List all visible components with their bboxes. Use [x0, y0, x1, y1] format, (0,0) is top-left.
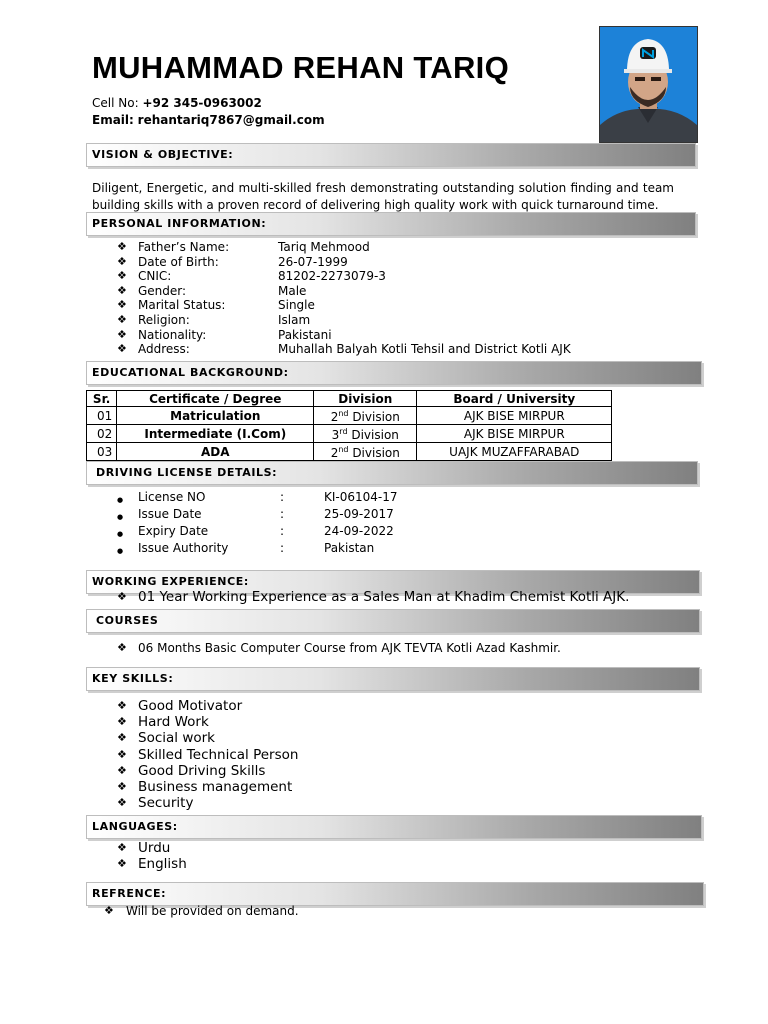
personal-info-label: Father’s Name:: [138, 240, 230, 254]
division-number: 3: [331, 428, 340, 442]
personal-info-label: CNIC:: [138, 269, 172, 284]
dot-bullet-icon: ●: [117, 530, 124, 538]
diamond-bullet-icon: ❖: [117, 269, 127, 283]
diamond-bullet-icon: ❖: [117, 240, 127, 253]
section-header-key-skills: [86, 667, 700, 691]
driving-license-row: [0, 541, 768, 557]
diamond-bullet-icon: ❖: [117, 780, 127, 793]
language-item: [0, 841, 768, 857]
education-board-cell: AJK BISE MIRPUR: [417, 425, 612, 443]
personal-info-row: [0, 255, 768, 270]
skill-item-text: Good Motivator: [138, 698, 243, 714]
education-certificate-cell: ADA: [117, 443, 314, 461]
driving-license-label: Issue Date: [138, 507, 202, 521]
personal-info-value: Male: [278, 283, 307, 298]
section-title-education: EDUCATIONAL BACKGROUND:: [92, 366, 289, 379]
skill-item-text: Good Driving Skills: [138, 762, 266, 779]
cell-value: +92 345-0963002: [142, 96, 262, 110]
section-title-languages: LANGUAGES:: [92, 820, 178, 833]
education-board-cell: UAJK MUZAFFARABAD: [417, 443, 612, 461]
reference-item-text: Will be provided on demand.: [126, 904, 299, 918]
skill-item-text: Social work: [138, 730, 215, 747]
diamond-bullet-icon: ❖: [117, 298, 127, 312]
education-division-cell: [314, 425, 417, 443]
driving-license-row: [0, 507, 768, 523]
profile-photo: [599, 26, 698, 143]
personal-info-row: [0, 313, 768, 328]
diamond-bullet-icon: ❖: [117, 590, 127, 603]
division-text: Division: [348, 446, 400, 460]
diamond-bullet-icon: ❖: [117, 699, 127, 712]
education-certificate-cell: Intermediate (I.Com): [117, 425, 314, 443]
personal-info-value: Tariq Mehmood: [278, 240, 370, 254]
division-suffix: rd: [339, 427, 348, 436]
personal-info-row: [0, 269, 768, 284]
education-table-row: [87, 443, 612, 461]
driving-license-value: Pakistan: [324, 541, 375, 555]
reference-item: [0, 904, 768, 920]
dot-bullet-icon: ●: [117, 513, 124, 521]
division-number: 2: [330, 410, 339, 424]
diamond-bullet-icon: ❖: [117, 796, 127, 810]
education-division-cell: [314, 443, 417, 461]
candidate-name: MUHAMMAD REHAN TARIQ: [92, 50, 509, 85]
objective-paragraph: Diligent, Energetic, and multi-skilled fresh demonstrating outstanding solution finding and team building skills with a proven record of delivering high quality work with quick turnaround time.: [92, 181, 674, 212]
cell-number-line: [92, 96, 262, 110]
personal-info-label: Gender:: [138, 283, 187, 298]
column-header-division: Division: [314, 391, 417, 407]
diamond-bullet-icon: ❖: [117, 763, 127, 777]
division-suffix: nd: [338, 445, 349, 454]
driving-license-label: Expiry Date: [138, 524, 209, 538]
education-table-row: [87, 425, 612, 443]
email-line: [92, 113, 325, 127]
driving-license-row: [0, 490, 768, 506]
education-sr-cell: 03: [87, 443, 117, 461]
driving-license-colon: :: [280, 490, 285, 504]
section-title-courses: COURSES: [96, 614, 159, 627]
driving-license-label: License NO: [138, 490, 206, 504]
education-division-cell: [314, 407, 417, 425]
course-item: [0, 641, 768, 657]
skill-item-text: Skilled Technical Person: [138, 746, 299, 763]
section-title-vision: VISION & OBJECTIVE:: [92, 148, 234, 161]
skill-item: [0, 764, 768, 780]
personal-info-row: [0, 240, 768, 255]
personal-info-value: 81202-2273079-3: [278, 269, 386, 284]
skill-item: [0, 715, 768, 731]
education-table: [86, 390, 612, 461]
driving-license-value: 24-09-2022: [324, 524, 394, 538]
dot-bullet-icon: ●: [117, 547, 124, 555]
section-title-driving-license: DRIVING LICENSE DETAILS:: [96, 466, 278, 479]
diamond-bullet-icon: ❖: [117, 342, 127, 356]
dot-bullet-icon: ●: [117, 496, 124, 504]
section-header-languages: [86, 815, 702, 839]
language-item: [0, 857, 768, 873]
personal-info-value: Single: [278, 298, 315, 313]
skill-item: [0, 780, 768, 796]
section-header-reference: [86, 882, 704, 906]
driving-license-label: Issue Authority: [138, 541, 229, 555]
personal-info-label: Religion:: [138, 313, 190, 327]
section-title-reference: REFRENCE:: [92, 887, 167, 900]
diamond-bullet-icon: ❖: [117, 313, 127, 326]
personal-info-value: Pakistani: [278, 327, 332, 342]
experience-item: [0, 590, 768, 606]
personal-info-row: [0, 298, 768, 313]
driving-license-colon: :: [280, 524, 285, 538]
education-sr-cell: 01: [87, 407, 117, 425]
personal-info-row: [0, 342, 768, 357]
diamond-bullet-icon: ❖: [117, 841, 127, 854]
section-title-personal-information: PERSONAL INFORMATION:: [92, 217, 267, 230]
driving-license-colon: :: [280, 507, 285, 521]
skill-item: [0, 748, 768, 764]
section-header-driving-license: [86, 461, 698, 485]
skill-item: [0, 699, 768, 715]
education-table-header-row: [87, 391, 612, 407]
driving-license-colon: :: [280, 541, 285, 555]
section-header-personal-information: [86, 212, 696, 236]
division-text: Division: [348, 410, 400, 424]
skill-item: [0, 731, 768, 747]
education-certificate-cell: Matriculation: [117, 407, 314, 425]
driving-license-row: [0, 524, 768, 540]
column-header-board: Board / University: [417, 391, 612, 407]
division-number: 2: [330, 446, 339, 460]
email-label: Email:: [92, 113, 134, 127]
section-header-vision: [86, 143, 696, 167]
diamond-bullet-icon: ❖: [117, 254, 127, 268]
diamond-bullet-icon: ❖: [104, 904, 114, 917]
course-item-text: 06 Months Basic Computer Course from AJK TEVTA Kotli Azad Kashmir.: [138, 641, 561, 655]
personal-info-value: Islam: [278, 313, 311, 327]
skill-item-text: Business management: [138, 779, 293, 795]
personal-info-row: [0, 328, 768, 343]
education-board-cell: AJK BISE MIRPUR: [417, 407, 612, 425]
diamond-bullet-icon: ❖: [117, 715, 127, 729]
section-header-courses: [86, 609, 700, 633]
skill-item: [0, 796, 768, 812]
section-header-education: [86, 361, 702, 385]
column-header-sr: Sr.: [87, 391, 117, 407]
personal-info-label: Marital Status:: [138, 298, 226, 313]
diamond-bullet-icon: ❖: [117, 747, 127, 761]
section-title-key-skills: KEY SKILLS:: [92, 672, 174, 685]
personal-info-row: [0, 284, 768, 299]
language-item-text: English: [138, 856, 187, 873]
diamond-bullet-icon: ❖: [117, 731, 127, 745]
diamond-bullet-icon: ❖: [117, 283, 127, 297]
division-text: Division: [347, 428, 399, 442]
language-item-text: Urdu: [138, 840, 171, 856]
diamond-bullet-icon: ❖: [117, 857, 127, 871]
personal-info-value: Muhallah Balyah Kotli Tehsil and District Kotli AJK: [278, 342, 571, 357]
personal-info-label: Address:: [138, 342, 190, 357]
driving-license-value: KI-06104-17: [324, 490, 398, 504]
column-header-certificate: Certificate / Degree: [117, 391, 314, 407]
education-table-row: [87, 407, 612, 425]
division-suffix: nd: [338, 409, 349, 418]
person-portrait-icon: [600, 27, 697, 142]
personal-info-label: Date of Birth:: [138, 254, 219, 269]
personal-info-value: 26-07-1999: [278, 254, 348, 269]
section-title-working-experience: WORKING EXPERIENCE:: [92, 575, 249, 588]
skill-item-text: Security: [138, 795, 194, 812]
diamond-bullet-icon: ❖: [117, 641, 127, 654]
driving-license-value: 25-09-2017: [324, 507, 394, 521]
skill-item-text: Hard Work: [138, 714, 209, 731]
experience-item-text: 01 Year Working Experience as a Sales Man at Khadim Chemist Kotli AJK.: [138, 589, 630, 605]
email-value: rehantariq7867@gmail.com: [137, 113, 325, 127]
diamond-bullet-icon: ❖: [117, 327, 127, 341]
personal-info-label: Nationality:: [138, 327, 207, 342]
education-sr-cell: 02: [87, 425, 117, 443]
cell-label: Cell No:: [92, 96, 139, 110]
